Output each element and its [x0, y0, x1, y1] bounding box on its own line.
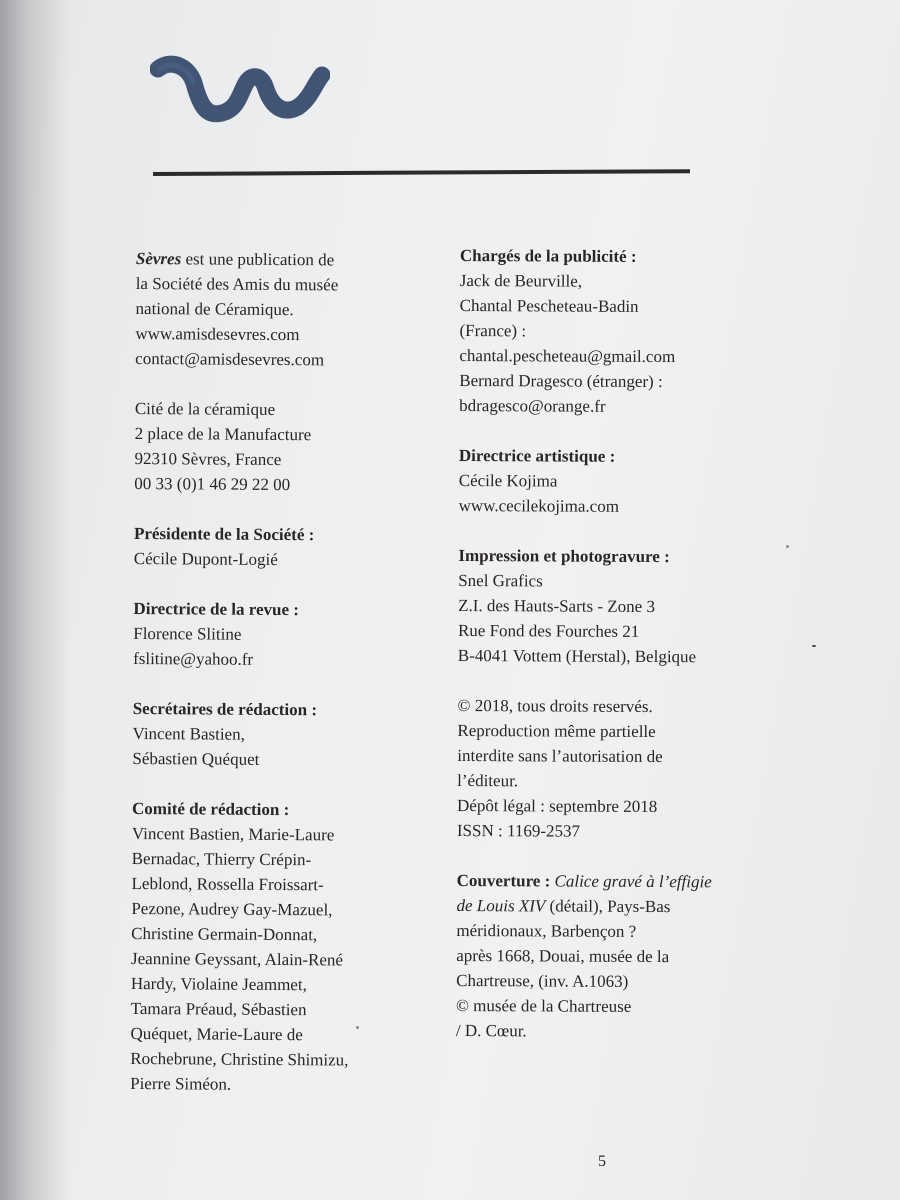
person-name: Cécile Kojima: [458, 470, 558, 491]
right-column: [456, 243, 790, 1070]
person-name: Bernard Dragesco (étranger) :: [459, 370, 663, 392]
artistique-block: [459, 443, 789, 520]
presidente-heading: Présidente de la Société :: [133, 523, 315, 545]
copyright-line: interdite sans l’autorisation de: [457, 745, 663, 767]
couverture-first-line: [457, 868, 787, 895]
artistique-heading: Directrice artistique :: [458, 445, 616, 466]
impression-block: [458, 543, 789, 670]
intro-first-line: [136, 246, 436, 273]
couverture-line: Chartreuse, (inv. A.1063): [456, 970, 629, 991]
phone-number: 00 33 (0)1 46 29 22 00: [134, 473, 291, 495]
address-line: Z.I. des Hauts-Sarts - Zone 3: [458, 595, 656, 617]
email-link[interactable]: fslitine@yahoo.fr: [133, 648, 254, 669]
brush-wave-icon: [150, 55, 330, 125]
comite-line: Pierre Siméon.: [130, 1073, 232, 1094]
website-link[interactable]: www.cecilekojima.com: [458, 495, 620, 516]
address-block: [134, 396, 435, 498]
paper-speck: [356, 1026, 359, 1029]
issn: ISSN : 1169-2537: [456, 820, 581, 841]
comite-line: Rochebrune, Christine Shimizu,: [130, 1048, 349, 1070]
presidente-block: [134, 521, 434, 573]
left-column: [130, 246, 436, 1123]
publicite-heading: Chargés de la publicité :: [459, 245, 637, 266]
comite-line: Pezone, Audrey Gay-Mazuel,: [131, 898, 333, 920]
artwork-title-cont: de Louis XIV: [456, 895, 546, 916]
address-line: Cité de la céramique: [134, 398, 276, 419]
secretaires-heading: Secrétaires de rédaction :: [132, 698, 318, 720]
legal-deposit: Dépôt légal : septembre 2018: [457, 795, 658, 817]
address-line: Rue Fond des Fourches 21: [457, 620, 640, 641]
comite-line: Hardy, Violaine Jeammet,: [130, 973, 307, 995]
copyright-line: Reproduction même partielle: [457, 720, 656, 742]
header-rule: [153, 169, 690, 176]
address-line: 2 place de la Manufacture: [134, 423, 312, 445]
comite-line: Bernadac, Thierry Crépin-: [131, 848, 312, 870]
paper-speck: [812, 645, 816, 647]
address-line: 92310 Sèvres, France: [134, 448, 282, 470]
couverture-line: méridionaux, Barbençon ?: [456, 920, 637, 941]
person-name: Sébastien Quéquet: [132, 748, 260, 769]
directrice-revue-heading: Directrice de la revue :: [133, 598, 300, 620]
book-spine-shadow: [0, 0, 70, 1200]
secretaires-block: [132, 696, 433, 773]
comite-line: Vincent Bastien, Marie-Laure: [131, 823, 335, 845]
person-name: Florence Slitine: [133, 623, 242, 644]
intro-line: national de Céramique.: [135, 298, 294, 320]
region-label: (France) :: [459, 320, 527, 341]
impression-heading: Impression et photogravure :: [458, 545, 670, 567]
directrice-revue-block: [133, 596, 434, 673]
couverture-block: [456, 868, 787, 1045]
person-name: Jack de Beurville,: [459, 270, 583, 291]
copyright-block: [457, 693, 788, 845]
person-name: Cécile Dupont-Logié: [133, 548, 278, 569]
couverture-line: / D. Cœur.: [455, 1020, 527, 1041]
email-link[interactable]: chantal.pescheteau@gmail.com: [459, 345, 676, 367]
artwork-title: Calice gravé à l’effigie: [554, 871, 712, 892]
contact-email-link[interactable]: contact@amisdesevres.com: [135, 348, 325, 370]
comite-line: Jeannine Geyssant, Alain-René: [130, 948, 344, 970]
copyright-line: l’éditeur.: [457, 770, 519, 791]
publication-info: [135, 246, 436, 373]
couverture-second-line: [456, 893, 786, 920]
publicite-block: [459, 243, 790, 420]
page-number: 5: [598, 1153, 606, 1170]
email-link[interactable]: bdragesco@orange.fr: [459, 395, 606, 416]
person-name: Vincent Bastien,: [132, 723, 245, 744]
intro-text: est une publication de: [181, 249, 335, 270]
paper-speck: [786, 545, 789, 548]
person-name: Chantal Pescheteau-Badin: [459, 295, 639, 316]
couverture-text: (détail), Pays-Bas: [545, 896, 671, 917]
comite-line: Leblond, Rossella Froissart-: [131, 873, 324, 895]
printer-name: Snel Grafics: [458, 570, 543, 591]
couverture-line: après 1668, Douai, musée de la: [456, 945, 670, 967]
comite-line: Tamara Préaud, Sébastien: [130, 998, 307, 1020]
address-line: B-4041 Vottem (Herstal), Belgique: [457, 645, 697, 667]
intro-line: la Société des Amis du musée: [135, 273, 339, 295]
comite-line: Christine Germain-Donnat,: [131, 923, 318, 945]
copyright-line: © 2018, tous droits reservés.: [457, 695, 653, 717]
website-link[interactable]: www.amisdesevres.com: [135, 323, 300, 345]
couverture-line: © musée de la Chartreuse: [455, 995, 632, 1016]
journal-title: Sèvres: [135, 248, 182, 269]
comite-line: Quéquet, Marie-Laure de: [130, 1023, 303, 1045]
comite-heading: Comité de rédaction :: [132, 798, 290, 820]
couverture-heading: Couverture :: [456, 870, 551, 891]
comite-block: [130, 796, 432, 1098]
